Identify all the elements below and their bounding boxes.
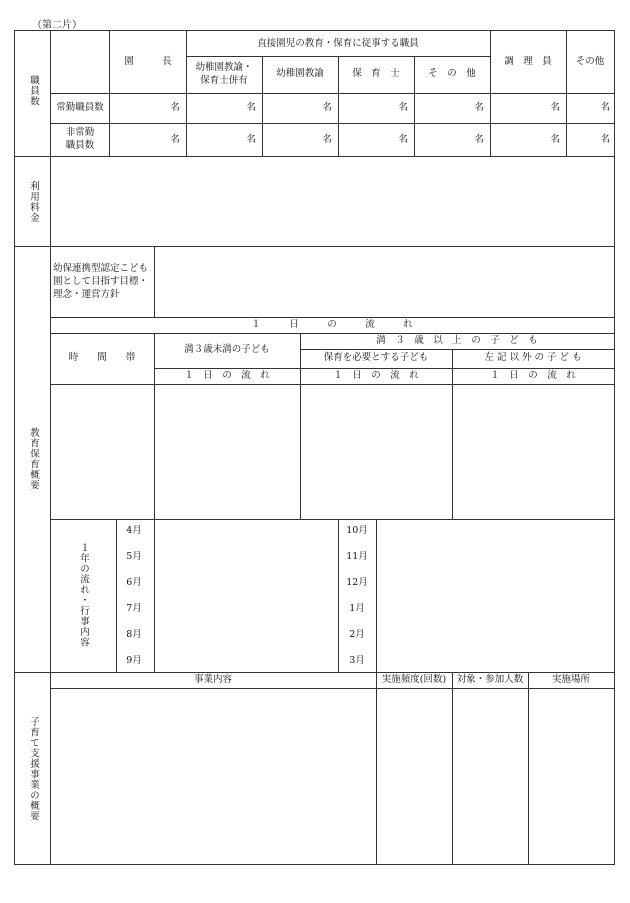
flow-label-need-care: １ 日 の 流 れ [333,370,419,381]
unit-cell: 名 [246,134,256,145]
education-section-label: 教育保育概要 [28,427,39,491]
divider [15,246,614,247]
goals-label-line2: 園として目指す目標・ [53,276,149,287]
time-slot-header: 時 間 帯 [68,352,136,363]
col-program-content: 事業内容 [193,674,233,685]
row-parttime-label-line2: 職員数 [65,140,95,151]
month-label: 1月 [349,603,365,614]
unit-cell: 名 [398,102,408,113]
staff-section-label: 職員数 [28,75,39,107]
divider [452,672,453,865]
others-header: 左 記 以 外 の 子 ど も [484,352,582,363]
divider [376,672,377,865]
divider [300,333,301,519]
divider [566,31,567,156]
divider [528,672,529,865]
divider [300,349,614,350]
divider [154,368,614,369]
col-frequency: 実施頻度(回数) [381,674,447,685]
divider [116,519,117,672]
divider [452,349,453,519]
divider [51,317,614,318]
col-kindergarten-teacher: 幼稚園教諭 [276,68,324,79]
daily-flow-title: １ 日 の 流 れ [251,319,413,330]
divider [376,519,377,672]
goals-label-line3: 理念・運営方針 [53,289,120,300]
form-frame [14,30,615,865]
unit-cell: 名 [474,102,484,113]
month-label: 2月 [349,629,365,640]
col-other: その他 [575,56,605,67]
unit-cell: 名 [550,102,560,113]
col-director: 園 長 [124,56,172,67]
page-label: （第二片） [32,20,82,31]
month-label: 3月 [349,655,365,666]
divider [490,31,491,156]
col-venue: 実施場所 [551,674,591,685]
unit-cell: 名 [322,102,332,113]
unit-cell: 名 [322,134,332,145]
month-label: 7月 [126,603,142,614]
divider [51,333,614,334]
divider [51,123,614,124]
unit-cell: 名 [600,102,610,113]
unit-cell: 名 [246,102,256,113]
flow-label-others: １ 日 の 流 れ [490,370,576,381]
divider [109,31,110,156]
flow-label-under3: １ 日 の 流 れ [184,370,270,381]
month-label: 5月 [126,551,142,562]
col-cook: 調 理 員 [504,56,552,67]
divider [50,31,51,865]
divider [154,333,155,672]
month-label: 10月 [346,525,368,536]
divider [51,384,614,385]
divider [51,688,614,689]
unit-cell: 名 [550,134,560,145]
divider [51,93,614,94]
month-label: 8月 [126,629,142,640]
month-label: 12月 [346,577,368,588]
under3-header: 満３歳未満の子ども [184,344,270,355]
row-parttime-label-line1: 非常勤 [65,127,95,138]
month-label: 9月 [126,655,142,666]
goals-label-line1: 幼保連携型認定こども [53,263,149,274]
divider [186,31,187,156]
support-section-label: 子育て支援事業の概要 [28,716,39,822]
divider [262,56,263,156]
month-label: 4月 [126,525,142,536]
col-nursery-teacher: 保 育 士 [352,68,400,79]
divider [15,672,614,673]
month-label: 11月 [346,551,368,562]
over3-header: 満 ３ 歳 以 上 の 子 ど も [376,335,538,346]
unit-cell: 名 [600,134,610,145]
row-fulltime-label: 常勤職員数 [56,102,104,113]
need-care-header: 保育を必要とする子ども [323,352,429,363]
col-target-participants: 対象・参加人数 [456,674,524,685]
col-kindergarten-nursery-line1: 幼稚園教諭・ [195,62,253,73]
divider [338,519,339,672]
divider [15,156,614,157]
col-other-direct: そ の 他 [428,68,476,79]
col-kindergarten-nursery-line2: 保育士併有 [200,75,248,86]
unit-cell: 名 [398,134,408,145]
unit-cell: 名 [170,102,180,113]
fee-section-label: 利用料金 [28,181,39,223]
divider [338,56,339,156]
col-direct-staff-group: 直接園児の教育・保育に従事する職員 [257,38,419,49]
unit-cell: 名 [170,134,180,145]
month-label: 6月 [126,577,142,588]
divider [414,56,415,156]
divider [51,519,614,520]
year-flow-label: １年の流れ・行事内容 [78,542,89,648]
divider [154,246,155,317]
unit-cell: 名 [474,134,484,145]
